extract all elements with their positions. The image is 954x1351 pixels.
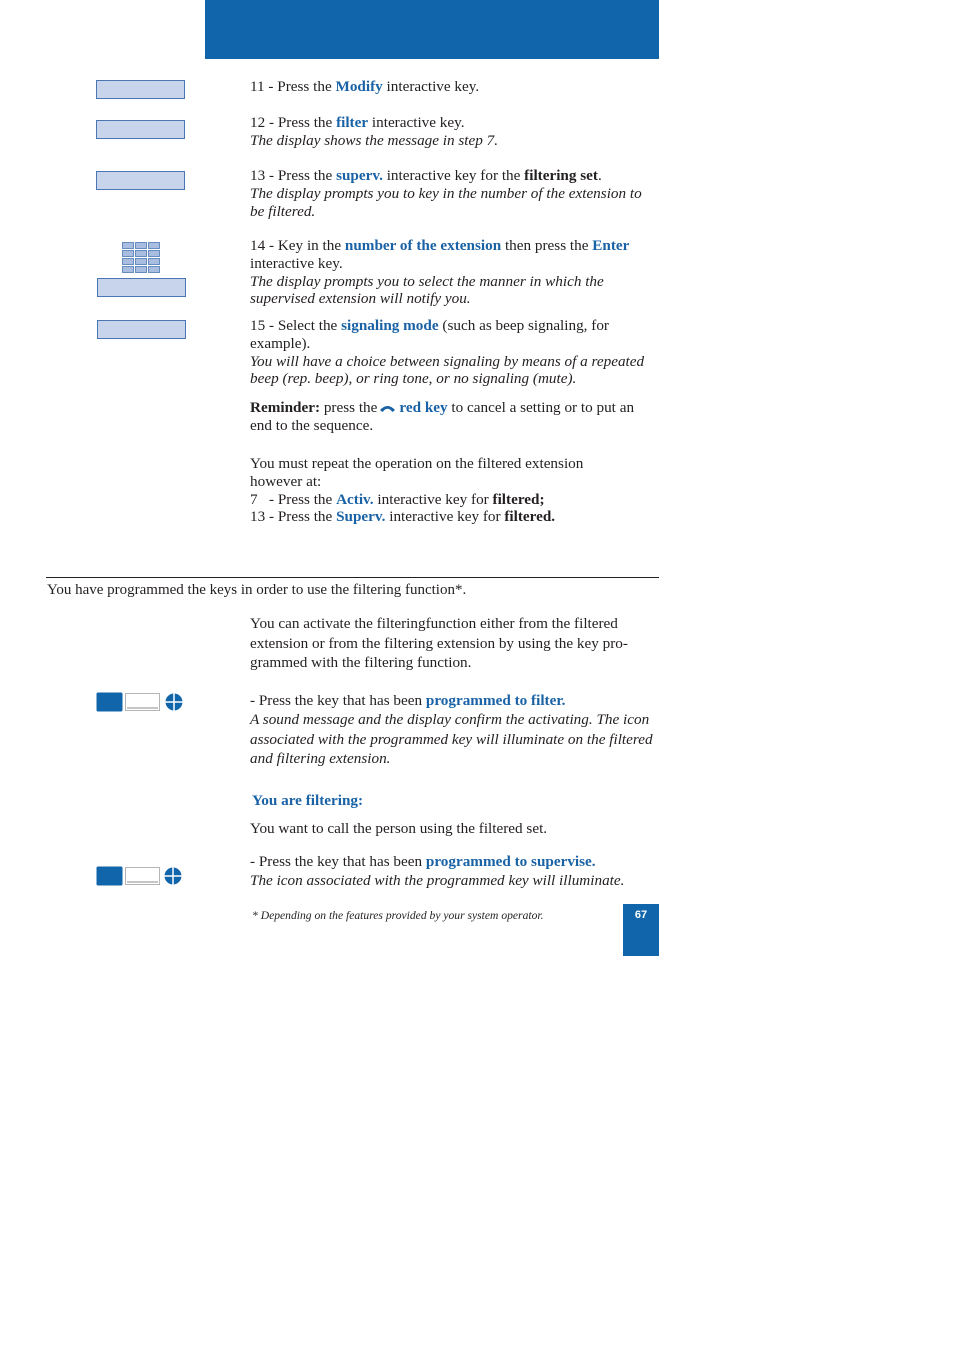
step-text: 15 - Select the (250, 317, 342, 334)
reminder-label: Reminder: (250, 399, 321, 416)
step-text: interactive key for the (382, 167, 525, 184)
programmable-key-filter[interactable] (96, 692, 186, 712)
call-text: You want to call the person using the filtered set. (250, 820, 548, 837)
press-filter (250, 691, 660, 769)
page-number-box (623, 904, 659, 956)
step-text: then press the (501, 237, 593, 254)
key-name: red key (399, 399, 448, 416)
step-note: The display prompts you to select the manner in which the supervised extension will notify you. (250, 272, 604, 308)
step-text: 13 - Press the (250, 508, 337, 526)
step-text: - Press the key that has been (250, 692, 426, 709)
step-text: . (597, 167, 602, 184)
key-name: Enter (592, 237, 630, 254)
step-13 (250, 167, 659, 220)
globe-icon (165, 868, 182, 885)
key-name: programmed to supervise. (425, 853, 596, 870)
key-name: Activ. (336, 490, 374, 508)
reminder-text: press the (320, 399, 378, 416)
step-note: The display shows the message in step 7. (250, 131, 499, 149)
step-text: interactive key for (373, 490, 493, 508)
step-11 (250, 78, 479, 96)
step-note: The display prompts you to key in the number of the extension to be filtered. (250, 184, 642, 220)
key-name: number of the extension (344, 237, 502, 254)
soft-key-superv[interactable] (96, 171, 185, 190)
step-note: A sound message and the display confirm the activating. The icon associated with the programmed key will illuminate on the filtered and filtering extension. (250, 711, 653, 768)
step-bold: filtered. (504, 508, 556, 526)
step-15 (250, 317, 662, 388)
programmable-key-supervise[interactable] (96, 866, 186, 886)
reminder-text: to cancel a setting or to put an end to the sequence. (250, 399, 635, 434)
step-text: - Press the key that has been (250, 853, 426, 870)
globe-icon (166, 694, 183, 711)
repeat-intro: You must repeat the operation on the filtered extension however at: (250, 455, 584, 490)
section-intro: You have programmed the keys in order to use the filtering function*. (47, 582, 467, 598)
step-12 (250, 114, 498, 150)
step-note: The icon associated with the programmed key will illuminate. (250, 872, 625, 890)
step-text: 11 - Press the (250, 78, 336, 95)
step-text: interactive key for (385, 508, 505, 526)
page-number: 67 (634, 909, 648, 921)
key-name: programmed to filter. (425, 692, 566, 709)
step-text: 7 - Press the (250, 490, 337, 508)
step-bold: filtering set (524, 167, 598, 184)
soft-key-modify[interactable] (96, 80, 185, 99)
section-divider (46, 577, 659, 578)
led-icon (97, 867, 123, 886)
soft-key-enter[interactable] (97, 278, 186, 297)
step-text: 13 - Press the (250, 167, 337, 184)
press-supervise (250, 852, 660, 891)
step-text: (such as beep signaling, for example). (250, 317, 609, 352)
red-handset-icon (379, 404, 396, 413)
key-name: filter (336, 114, 369, 131)
led-icon (97, 693, 123, 712)
section-heading: You are filtering: (252, 792, 364, 809)
step-bold: filtered; (492, 490, 545, 508)
key-name: signaling mode (341, 317, 439, 334)
reminder (250, 399, 650, 435)
soft-key-filter[interactable] (96, 120, 185, 139)
repeat-block (250, 455, 630, 526)
step-text: 12 - Press the (250, 114, 337, 131)
key-name: superv. (336, 167, 383, 184)
step-14 (250, 237, 659, 308)
step-text: 14 - Key in the (250, 237, 345, 254)
soft-key-signaling-mode[interactable] (97, 320, 186, 339)
key-name: Superv. (336, 508, 386, 526)
step-text: interactive key. (368, 114, 465, 131)
header-band (205, 0, 659, 59)
section-paragraph: You can activate the filteringfunction either from the filtered extension or from the filtering extension by using the key pro-grammed with the filtering function. (250, 615, 628, 672)
footnote: * Depending on the features provided by your system operator. (252, 909, 544, 922)
key-name: Modify (335, 78, 383, 95)
step-text: interactive key. (382, 78, 480, 95)
step-note: You will have a choice between signaling by means of a repeated beep (rep. beep), or ring tone, or no signaling (mute). (250, 352, 645, 388)
step-text: interactive key. (250, 254, 343, 272)
keypad-icon (122, 242, 160, 273)
